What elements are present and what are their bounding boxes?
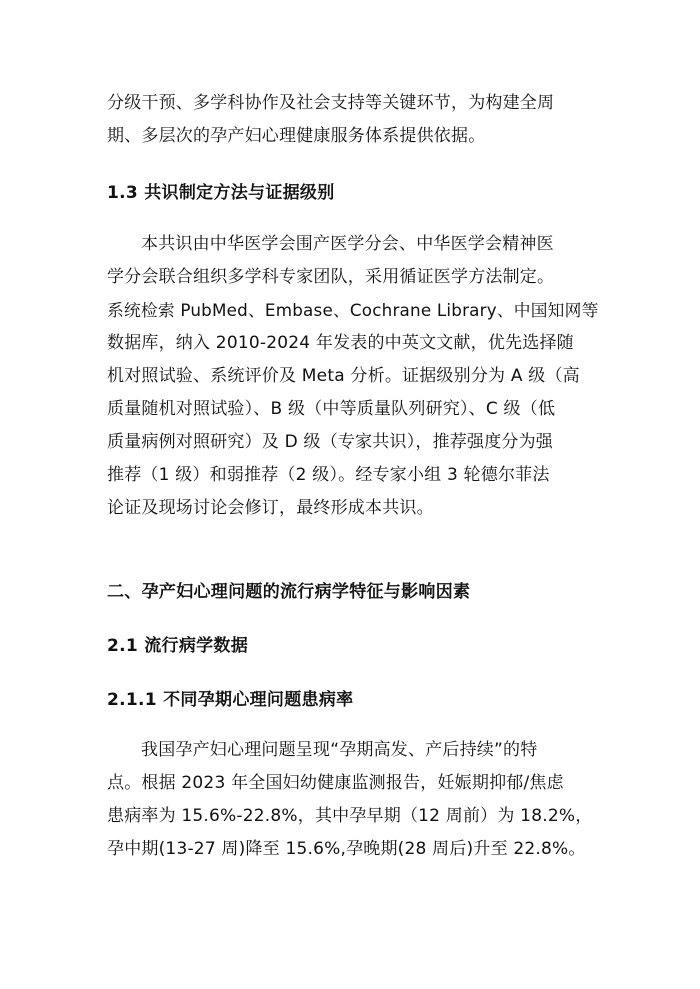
intro-paragraph [107,87,603,153]
paragraph-line: 我国孕产妇心理问题呈现“孕期高发、产后持续”的特 [141,740,538,760]
paragraph-line: 期、多层次的孕产妇心理健康服务体系提供依据。 [107,126,486,146]
paragraph-line: 推荐（1 级）和弱推荐（2 级）。经专家小组 3 轮德尔菲法 [107,465,550,485]
paragraph-line: 本共识由中华医学会围产医学分会、中华医学会精神医 [141,234,554,254]
paragraph-line: 孕中期(13-27 周)降至 15.6%,孕晚期(28 周后)升至 22.8%。 [107,839,586,859]
paragraph-line: 系统检索 PubMed、Embase、Cochrane Library、中国知网等 [107,300,599,320]
paragraph-line: 数据库，纳入 2010-2024 年发表的中英文文献，优先选择随 [107,333,574,353]
paragraph-line: 质量随机对照试验）、B 级（中等质量队列研究）、C 级（低 [107,399,556,419]
paragraph-line: 论证及现场讨论会修订，最终形成本共识。 [107,498,434,518]
section-2-1-1-paragraph [107,734,603,866]
section-heading-2: 二、孕产妇心理问题的流行病学特征与影响因素 [107,582,471,602]
paragraph-line: 患病率为 15.6%-22.8%，其中孕早期（12 周前）为 18.2%， [107,806,593,826]
paragraph-line: 机对照试验、系统评价及 Meta 分析。证据级别分为 A 级（高 [107,366,580,386]
paragraph-line: 学分会联合组织多学科专家团队，采用循证医学方法制定。 [107,267,555,287]
section-heading-2-1-1: 2.1.1 不同孕期心理问题患病率 [107,690,354,710]
section-heading-2-1: 2.1 流行病学数据 [107,636,249,656]
paragraph-line: 分级干预、多学科协作及社会支持等关键环节，为构建全周 [107,93,555,113]
paragraph-line: 点。根据 2023 年全国妇幼健康监测报告，妊娠期抑郁/焦虑 [107,773,564,793]
paragraph-line: 质量病例对照研究）及 D 级（专家共识），推荐强度分为强 [107,432,553,452]
section-1-3-paragraph [107,228,603,525]
section-heading-1-3: 1.3 共识制定方法与证据级别 [107,183,335,203]
